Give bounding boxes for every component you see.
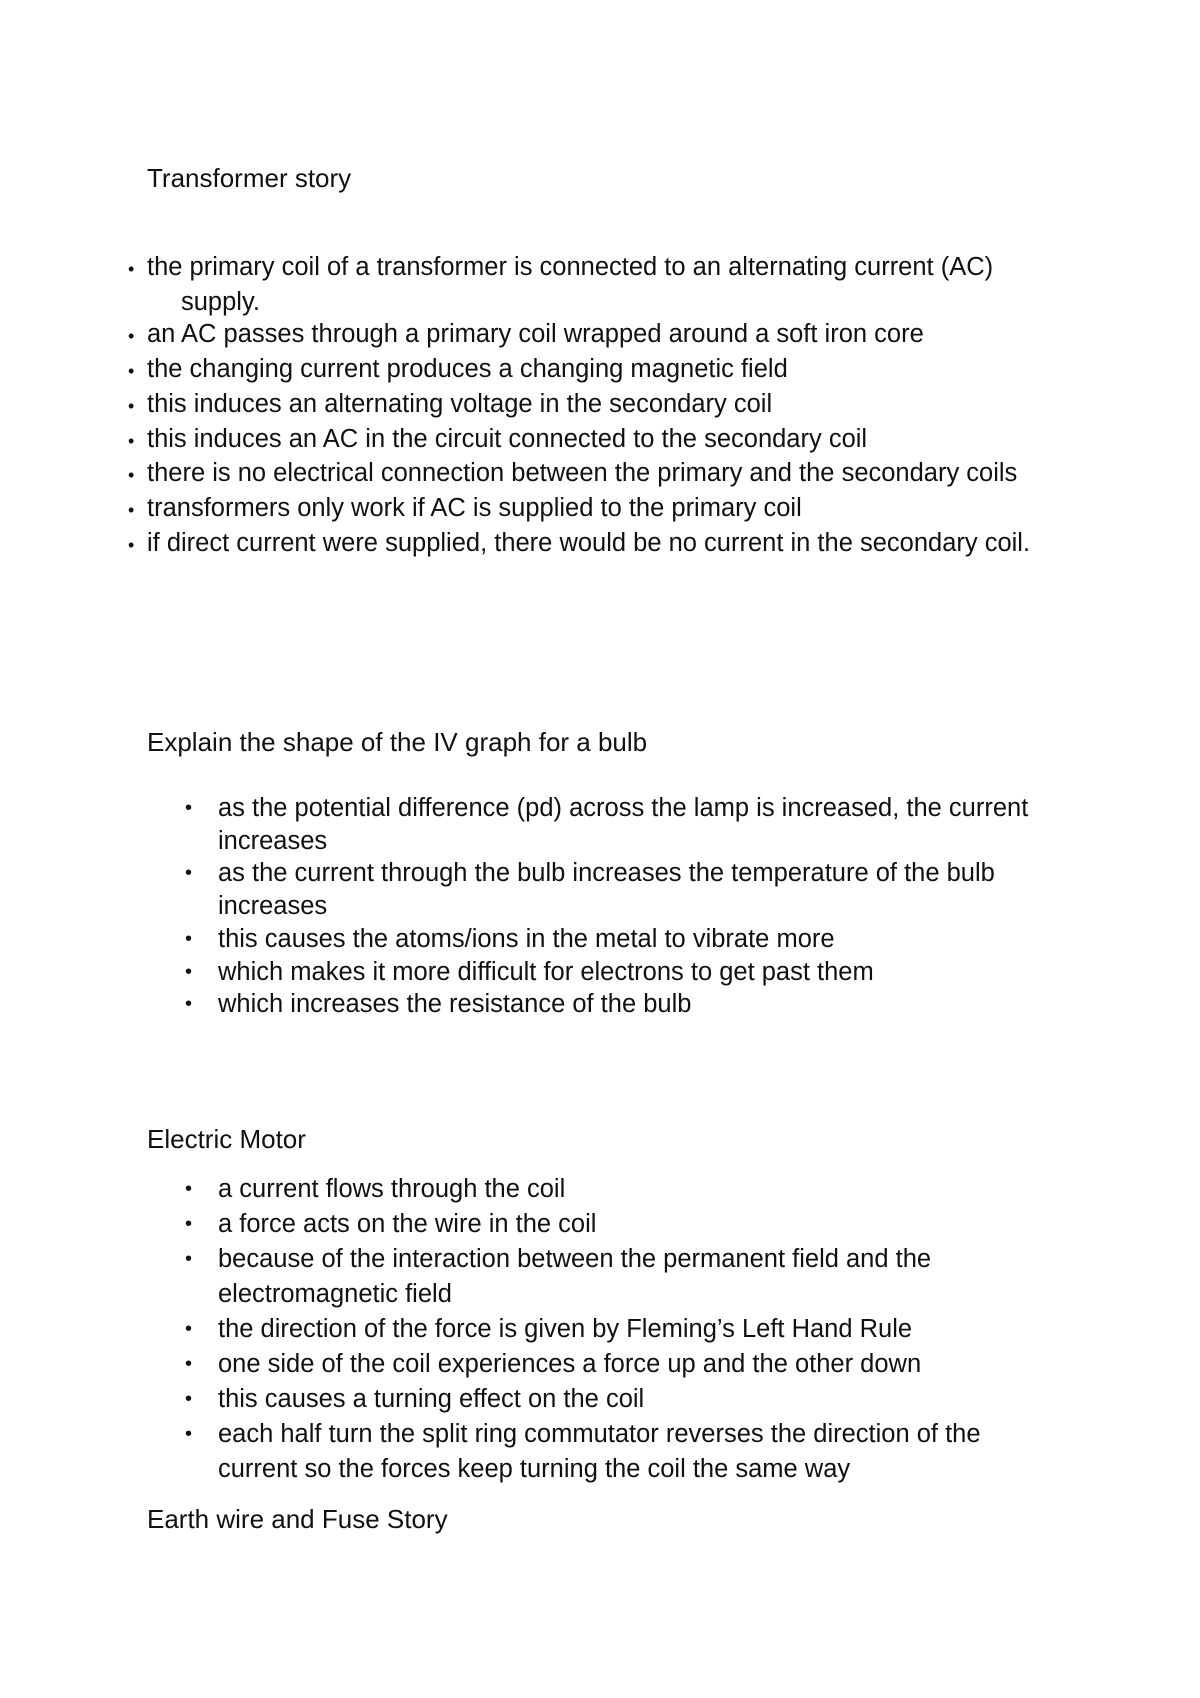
earth-fuse-heading: Earth wire and Fuse Story (147, 1504, 448, 1534)
list-item: • this induces an AC in the circuit connected to the secondary coil (128, 423, 1068, 458)
list-item: • which increases the resistance of the bulb (185, 988, 1045, 1021)
list-item: • a force acts on the wire in the coil (185, 1207, 1045, 1242)
bullet-icon: • (185, 862, 193, 885)
list-item: • an AC passes through a primary coil wrapped around a soft iron core (128, 318, 1068, 353)
bullet-icon: • (185, 1213, 193, 1235)
bullet-icon: • (128, 499, 135, 520)
list-item: • each half turn the split ring commutator reverses the direction of the current so the forces keep turning the coil the same way (185, 1417, 1045, 1487)
bullet-icon: • (185, 927, 193, 950)
iv-graph-heading: Explain the shape of the IV graph for a bulb (147, 727, 648, 757)
list-item: • this causes the atoms/ions in the metal to vibrate more (185, 923, 1045, 956)
bullet-icon: • (185, 960, 193, 983)
list-item: • because of the interaction between the permanent field and the electromagnetic field (185, 1242, 1045, 1312)
list-item: • if direct current were supplied, there would be no current in the secondary coil. (128, 527, 1068, 562)
bullet-icon: • (128, 534, 135, 555)
transformer-bullet-list (128, 251, 1068, 561)
bullet-icon: • (185, 993, 193, 1016)
bullet-icon: • (185, 1178, 193, 1200)
transformer-heading: Transformer story (147, 163, 352, 193)
list-item: • as the potential difference (pd) across the lamp is increased, the current increases (185, 794, 1029, 855)
bullet-icon: • (128, 326, 135, 347)
list-item: • there is no electrical connection between the primary and the secondary coils (128, 457, 1068, 492)
list-item: • as the current through the bulb increases the temperature of the bulb increases (185, 859, 995, 921)
bullet-icon: • (128, 395, 135, 416)
bullet-icon: • (128, 465, 135, 486)
bullet-icon: • (185, 1423, 193, 1445)
list-item: • one side of the coil experiences a force up and the other down (185, 1347, 1045, 1382)
bullet-icon: • (128, 259, 135, 279)
list-item: • the changing current produces a changing magnetic field (128, 353, 1068, 388)
motor-heading: Electric Motor (147, 1124, 306, 1154)
list-item: • a current flows through the coil (185, 1172, 1045, 1207)
bullet-icon: • (128, 361, 135, 382)
bullet-icon: • (185, 1388, 193, 1410)
list-item: • transformers only work if AC is supplied to the primary coil (128, 492, 1068, 527)
bullet-icon: • (128, 430, 135, 451)
iv-graph-bullet-list (185, 792, 1045, 1021)
list-item: • the primary coil of a transformer is connected to an alternating current (AC) supply. (128, 253, 994, 316)
list-item: • the direction of the force is given by Fleming’s Left Hand Rule (185, 1312, 1045, 1347)
motor-bullet-list (185, 1172, 1045, 1487)
list-item: • this causes a turning effect on the coil (185, 1382, 1045, 1417)
bullet-icon: • (185, 1353, 193, 1375)
list-item: • which makes it more difficult for electrons to get past them (185, 956, 1045, 989)
bullet-icon: • (185, 797, 193, 819)
bullet-icon: • (185, 1318, 193, 1340)
list-item: • this induces an alternating voltage in the secondary coil (128, 388, 1068, 423)
bullet-icon: • (185, 1248, 193, 1270)
